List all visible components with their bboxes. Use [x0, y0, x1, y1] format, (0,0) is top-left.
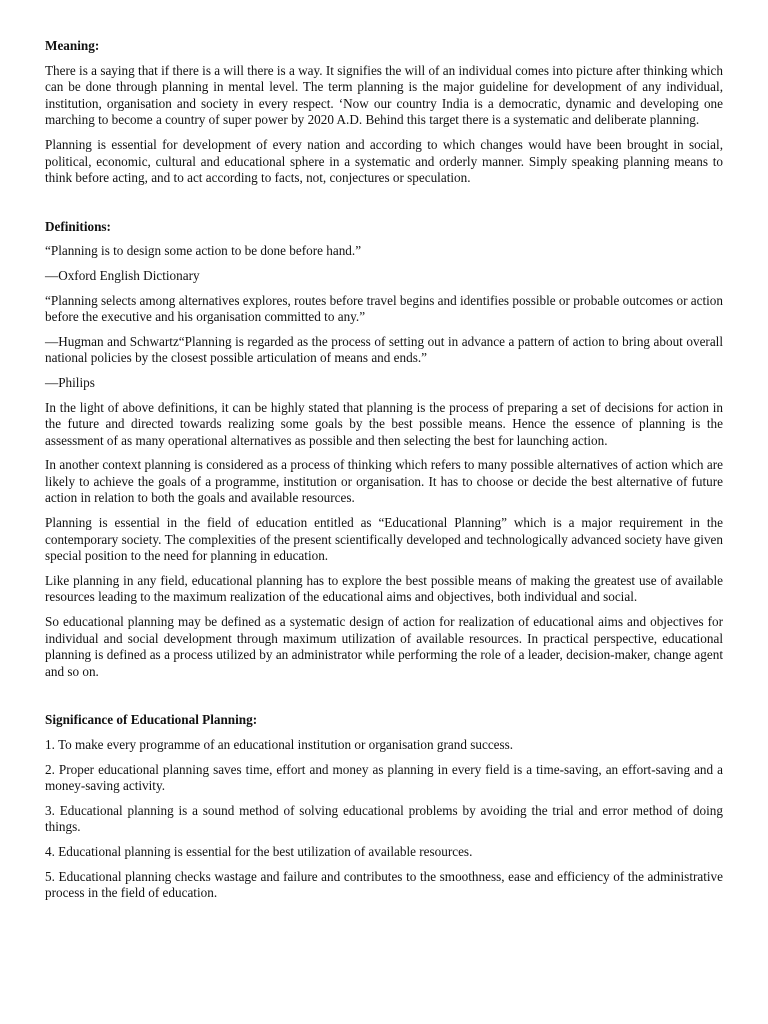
definitions-paragraph-3: Planning is essential in the field of education entitled as “Educational Planning” which is a major requirement in the contemporary society. The complexities of the present scientifically developed and technologically advanced society have given special position to the need for planning in education.	[45, 515, 723, 564]
significance-heading: Significance of Educational Planning:	[45, 712, 258, 728]
definition-source-hugman: —Hugman and Schwartz“Planning is regarded as the process of setting out in advance a pattern of action to bring about overall national policies by the closest possible articulation of means and ends.”	[45, 333, 723, 366]
document-page	[45, 38, 723, 910]
definitions-paragraph-1: In the light of above definitions, it can be highly stated that planning is the process of preparing a set of decisions for action in the future and directed towards realizing some goals by the best possible means. Hence the essence of planning is the assessment of as many operational alternatives as possible and then selecting the best for launching action.	[45, 399, 723, 448]
definition-source-oxford: —Oxford English Dictionary	[45, 267, 200, 283]
definition-quote-oxford: “Planning is to design some action to be done before hand.”	[45, 243, 362, 259]
definitions-paragraph-2: In another context planning is considered as a process of thinking which refers to many possible alternatives of action which are likely to achieve the goals of a programme, institution or organisation. It has to choose or decide the best alternative of future action in relation to both the goals and available resources.	[45, 457, 723, 506]
significance-item-2: 2. Proper educational planning saves time, effort and money as planning in every field is a time-saving, an effort-saving and a money-saving activity.	[45, 761, 723, 794]
definitions-paragraph-4: Like planning in any field, educational planning has to explore the best possible means of making the greatest use of available resources leading to the maximum realization of the educational aims and objectives, both individual and social.	[45, 572, 723, 605]
definitions-heading: Definitions:	[45, 218, 111, 234]
section-spacer	[45, 195, 723, 219]
meaning-paragraph-2: Planning is essential for development of every nation and according to which changes would have been brought in social, political, economic, cultural and educational sphere in a systematic and orderly manner. Simply speaking planning means to think before acting, and to act according to facts, not, conjectures or speculation.	[45, 136, 723, 186]
definition-quote-hugman: “Planning selects among alternatives explores, routes before travel begins and identifies possible or probable outcomes or action before the executive and his organisation committed to any.”	[45, 292, 723, 325]
significance-item-1: 1. To make every programme of an educational institution or organisation grand success.	[45, 737, 514, 752]
significance-item-4: 4. Educational planning is essential for the best utilization of available resources.	[45, 843, 473, 859]
meaning-section	[45, 38, 723, 187]
significance-section	[45, 712, 723, 901]
significance-item-5: 5. Educational planning checks wastage and failure and contributes to the smoothness, ease and efficiency of the administrative process in the field of education.	[45, 868, 723, 901]
section-spacer	[45, 688, 723, 712]
meaning-paragraph-1: There is a saying that if there is a will there is a way. It signifies the will of an individual comes into picture after thinking which can be done through planning in mental level. The term planning is the major guideline for development of any individual, institution, organisation and society in every respect. ‘Now our country India is a democratic, dynamic and developing one marching to become a country of super power by 2020 A.D. Behind this target there is a systematic and deliberate planning.	[45, 62, 723, 128]
definitions-section	[45, 219, 723, 681]
definition-source-philips: —Philips	[45, 374, 95, 390]
meaning-heading: Meaning:	[45, 38, 100, 53]
definitions-paragraph-5: So educational planning may be defined as a systematic design of action for realization of educational aims and objectives for individual and social development through maximum utilization of available resources. In practical perspective, educational planning is defined as a process utilized by an administrator while performing the role of a leader, decision-maker, change agent and so on.	[45, 614, 723, 679]
significance-item-3: 3. Educational planning is a sound method of solving educational problems by avoiding the trial and error method of doing things.	[45, 802, 723, 835]
